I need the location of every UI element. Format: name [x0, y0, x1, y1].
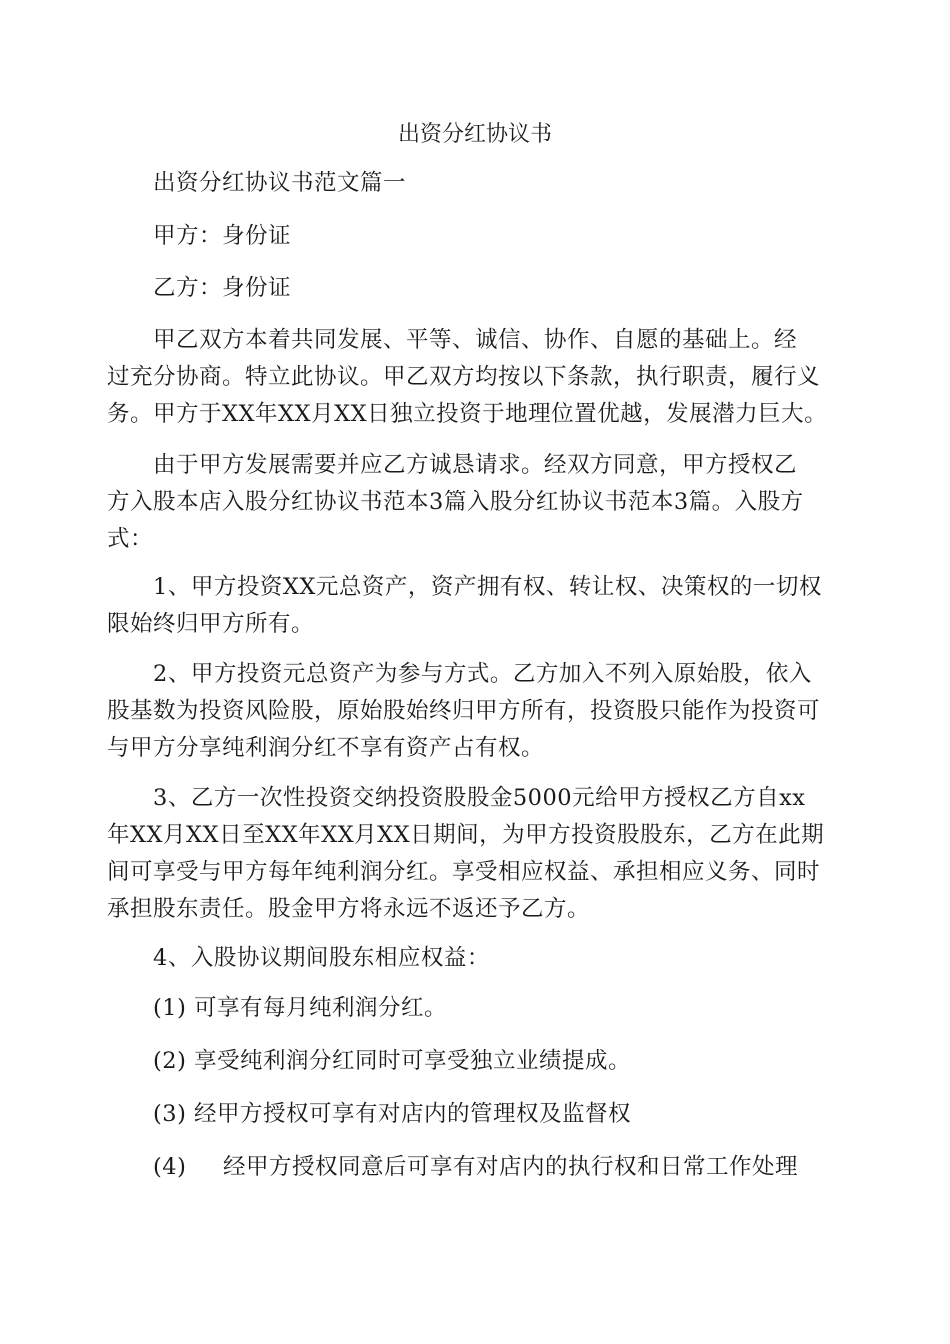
- clause-line: 3、乙方一次性投资交纳投资股股金5000元给甲方授权乙方自xx: [153, 785, 806, 811]
- list-item-number: (2): [153, 1048, 187, 1074]
- paragraph-line: 过充分协商。特立此协议。甲乙双方均按以下条款，执行职责，履行义: [107, 364, 821, 390]
- clause-line: 4、入股协议期间股东相应权益：: [153, 945, 490, 971]
- paragraph-line: 甲乙双方本着共同发展、平等、诚信、协作、自愿的基础上。经: [153, 327, 798, 353]
- clause-line: 间可享受与甲方每年纯利润分红。享受相应权益、承担相应义务、同时: [107, 859, 821, 885]
- clause-line: 2、甲方投资元总资产为参与方式。乙方加入不列入原始股，依入: [153, 661, 812, 687]
- list-item-text: 可享有每月纯利润分红。: [194, 995, 448, 1021]
- list-item: [153, 990, 893, 1027]
- document-title: 出资分红协议书: [397, 122, 552, 147]
- clause-line: 与甲方分享纯利润分红不享有资产占有权。: [107, 735, 545, 761]
- clause-line: 限始终归甲方所有。: [107, 611, 315, 637]
- clause-line: 年XX月XX日至XX年XX月XX日期间，为甲方投资股股东，乙方在此期: [107, 822, 825, 848]
- clause-line: 承担股东责任。股金甲方将永远不返还予乙方。: [107, 896, 591, 922]
- list-item-text: 经甲方授权可享有对店内的管理权及监督权: [194, 1101, 632, 1127]
- paragraph-line: 务。甲方于XX年XX月XX日独立投资于地理位置优越，发展潜力巨大。: [107, 401, 828, 427]
- document-subtitle: 出资分红协议书范文篇一: [153, 170, 407, 196]
- paragraph-line: 由于甲方发展需要并应乙方诚恳请求。经双方同意，甲方授权乙: [153, 452, 798, 478]
- list-item: [153, 1149, 893, 1186]
- clause-line: 股基数为投资风险股，原始股始终归甲方所有，投资股只能作为投资可: [107, 698, 821, 724]
- list-item-number: (3): [153, 1101, 187, 1127]
- list-item-number: (1): [153, 995, 187, 1021]
- list-item-text: 享受纯利润分红同时可享受独立业绩提成。: [194, 1048, 632, 1074]
- party-b-line: 乙方：身份证: [153, 275, 292, 301]
- list-item: [153, 1096, 893, 1133]
- clause-line: 1、甲方投资XX元总资产，资产拥有权、转让权、决策权的一切权: [153, 574, 822, 600]
- party-a-line: 甲方：身份证: [153, 223, 292, 249]
- paragraph-line: 方入股本店入股分红协议书范本3篇入股分红协议书范本3篇。入股方: [107, 489, 804, 515]
- list-item: [153, 1043, 893, 1080]
- list-item-text: 经甲方授权同意后可享有对店内的执行权和日常工作处理: [223, 1154, 799, 1180]
- list-item-number: (4): [153, 1154, 187, 1180]
- paragraph-line: 式：: [107, 526, 154, 552]
